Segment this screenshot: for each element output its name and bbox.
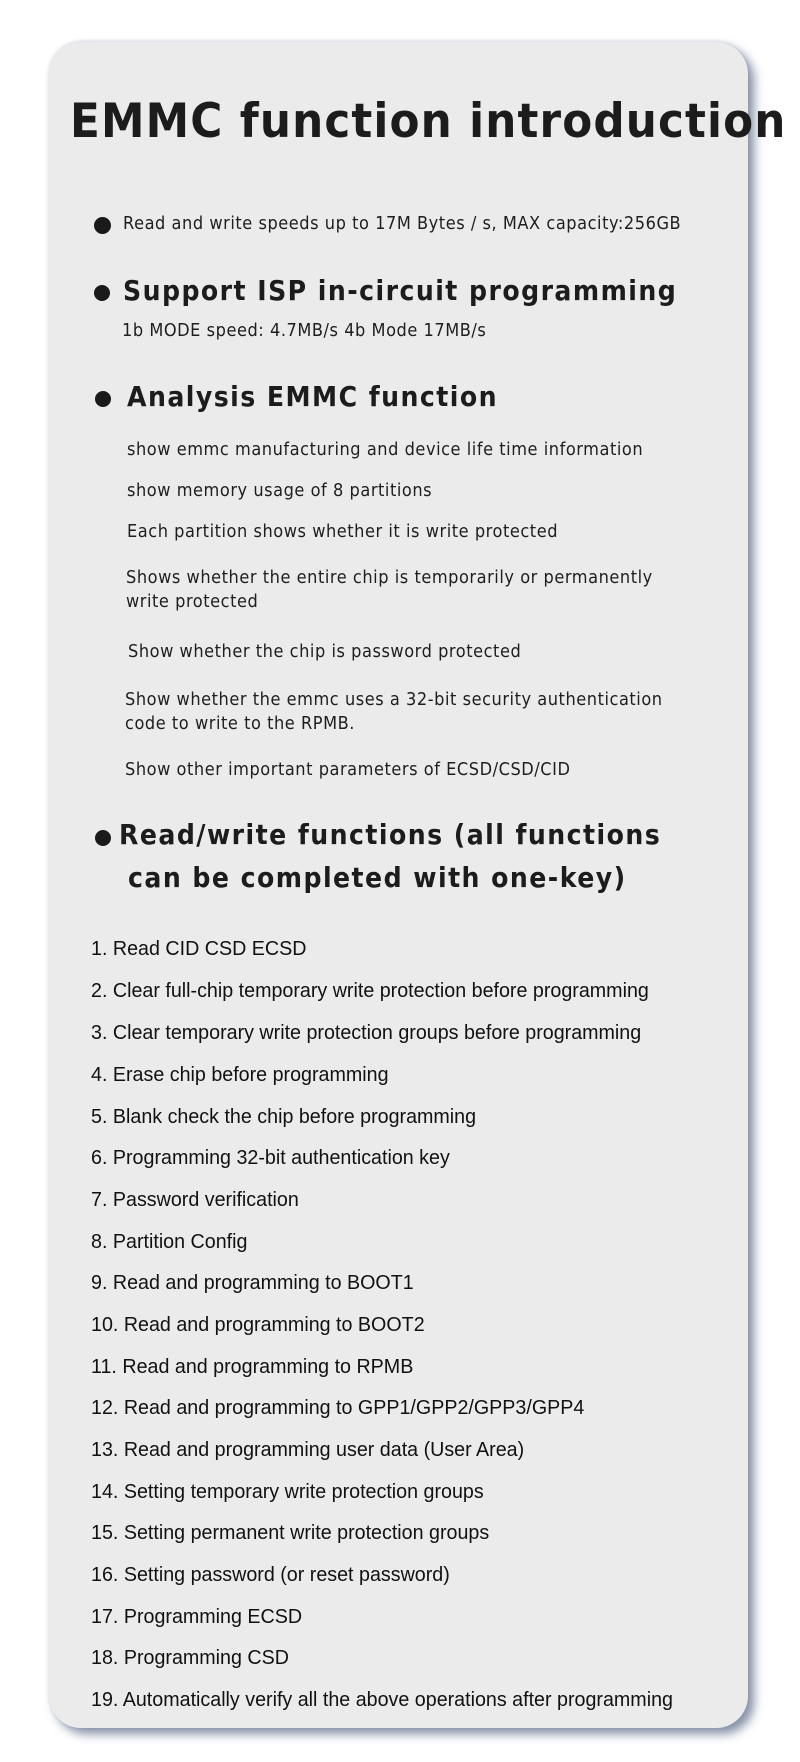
- analysis-item: Shows whether the entire chip is temporarily or permanently: [126, 567, 653, 588]
- list-item: 9. Read and programming to BOOT1: [91, 1271, 414, 1294]
- bullet-icon: [94, 285, 110, 301]
- list-item: 1. Read CID CSD ECSD: [91, 937, 307, 960]
- page-title: EMMC function introduction: [70, 94, 787, 149]
- speed-note: Read and write speeds up to 17M Bytes / s, MAX capacity:256GB: [123, 213, 682, 234]
- list-item: 19. Automatically verify all the above operations after programming: [91, 1688, 673, 1711]
- readwrite-heading-line1: Read/write functions (all functions: [119, 818, 662, 851]
- bullet-icon: [95, 830, 111, 846]
- list-item: 4. Erase chip before programming: [91, 1063, 389, 1086]
- list-item: 17. Programming ECSD: [91, 1605, 303, 1628]
- list-item: 14. Setting temporary write protection groups: [91, 1480, 484, 1503]
- analysis-item: show emmc manufacturing and device life time information: [127, 439, 644, 460]
- bullet-icon: [95, 391, 111, 407]
- list-item: 6. Programming 32-bit authentication key: [91, 1146, 450, 1169]
- list-item: 8. Partition Config: [91, 1230, 248, 1253]
- list-item: 16. Setting password (or reset password): [91, 1563, 450, 1586]
- list-item: 5. Blank check the chip before programming: [91, 1105, 477, 1128]
- analysis-item: code to write to the RPMB.: [125, 713, 355, 734]
- list-item: 7. Password verification: [91, 1188, 299, 1211]
- list-item: 2. Clear full-chip temporary write protection before programming: [91, 979, 649, 1002]
- bullet-icon: [94, 217, 111, 234]
- analysis-item: write protected: [126, 591, 259, 612]
- analysis-item: Show whether the emmc uses a 32-bit security authentication: [125, 689, 663, 710]
- analysis-heading: Analysis EMMC function: [127, 380, 498, 413]
- readwrite-heading-line2: can be completed with one-key): [128, 861, 627, 894]
- list-item: 13. Read and programming user data (User Area): [91, 1438, 525, 1461]
- isp-heading: Support ISP in-circuit programming: [123, 274, 678, 307]
- analysis-item: Each partition shows whether it is write protected: [127, 521, 559, 542]
- analysis-item: Show other important parameters of ECSD/CSD/CID: [125, 759, 571, 780]
- list-item: 11. Read and programming to RPMB: [91, 1355, 414, 1378]
- list-item: 18. Programming CSD: [91, 1646, 289, 1669]
- list-item: 10. Read and programming to BOOT2: [91, 1313, 425, 1336]
- analysis-item: Show whether the chip is password protected: [128, 641, 522, 662]
- list-item: 15. Setting permanent write protection groups: [91, 1521, 490, 1544]
- isp-detail: 1b MODE speed: 4.7MB/s 4b Mode 17MB/s: [122, 320, 487, 341]
- list-item: 12. Read and programming to GPP1/GPP2/GPP3/GPP4: [91, 1396, 585, 1419]
- analysis-item: show memory usage of 8 partitions: [127, 480, 433, 501]
- list-item: 3. Clear temporary write protection groups before programming: [91, 1021, 642, 1044]
